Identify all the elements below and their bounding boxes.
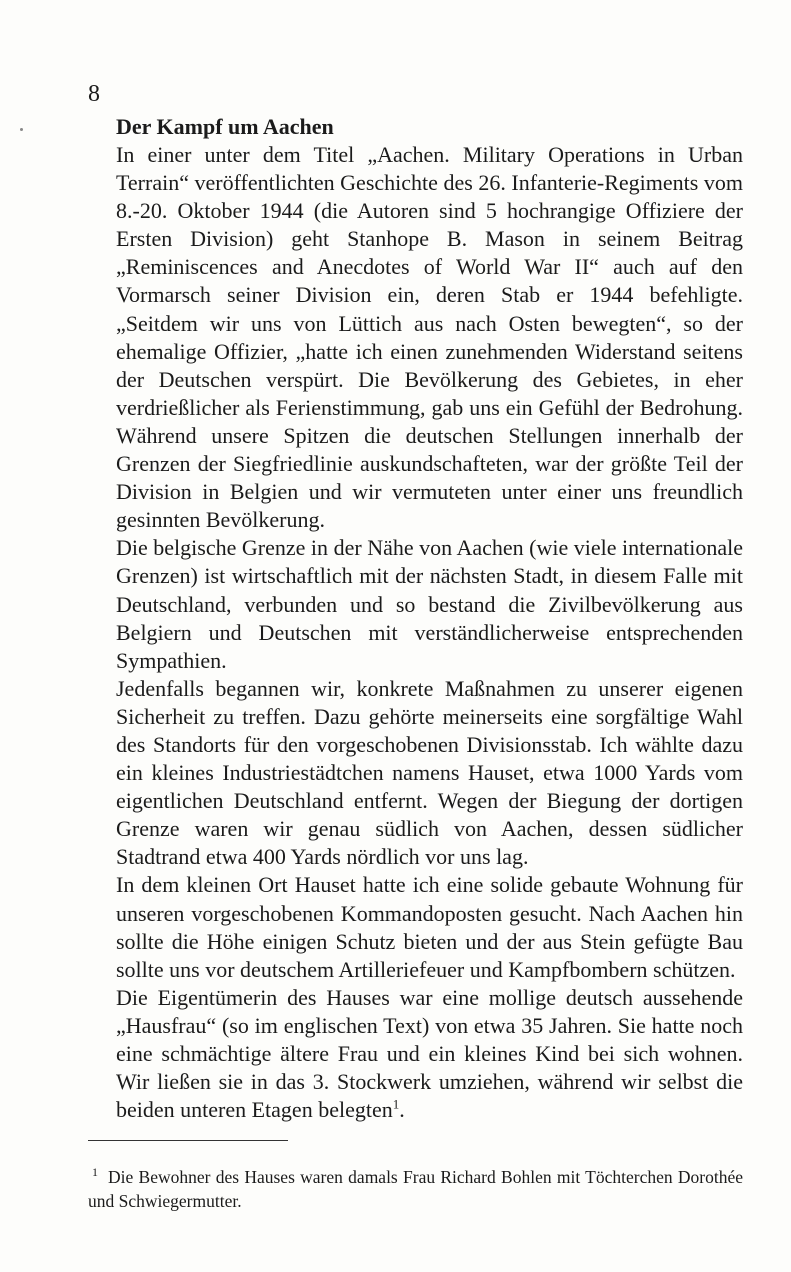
paragraph-3: Jedenfalls begannen wir, konkrete Maßnahmen zu unserer eigenen Sicherheit zu treffen. Dazu gehörte meinerseits eine sorgfältige Wahl des Standorts für den vorgeschobenen Divisionsstab. Ich wählte dazu ein kleines Industriestädtchen namens Hauset, etwa 1000 Yards vom eigentlichen Deutschland entfernt. Wegen der Biegung der dortigen Grenze waren wir genau südlich von Aachen, dessen südlicher Stadtrand etwa 400 Yards nördlich vor uns lag.	[116, 675, 743, 870]
paragraph-1: In einer unter dem Titel „Aachen. Military Operations in Urban Terrain“ veröffentlichten Geschichte des 26. Infanterie-Regiments vom 8.-20. Oktober 1944 (die Autoren sind 5 hochrangige Offiziere der Ersten Division) geht Stanhope B. Mason in seinem Beitrag „Reminiscences and Anecdotes of World War II“ auch auf den Vormarsch seiner Division ein, deren Stab er 1944 befehligte. „Seitdem wir uns von Lüttich aus nach Osten bewegten“, so der ehemalige Offizier, „hatte ich einen zunehmenden Widerstand seitens der Deutschen verspürt. Die Bevölkerung des Gebietes, in eher verdrießlicher als Ferienstimmung, gab uns ein Gefühl der Bedrohung. Während unsere Spitzen die deutschen Stellungen innerhalb der Grenzen der Siegfriedlinie auskundschafteten, war der größte Teil der Division in Belgien und wir vermuteten unter einer uns freundlich gesinnten Bevölkerung.	[116, 142, 743, 533]
paragraph-5-end: .	[399, 1097, 405, 1123]
footnote-reference: 1	[392, 1096, 400, 1112]
paragraph-4: In dem kleinen Ort Hauset hatte ich eine solide gebaute Wohnung für unseren vorgeschobenen Kommandoposten gesucht. Nach Aachen hin sollte die Höhe einigen Schutz bieten und der aus Stein gefügte Bau sollte uns vor deutschem Artilleriefeuer und Kampfbombern schützen.	[116, 872, 743, 982]
paragraph-5-text: Die Eigentümerin des Hauses war eine mollige deutsch aussehende „Hausfrau“ (so im englischen Text) von etwa 35 Jahren. Sie hatte noch eine schmächtige ältere Frau und ein kleines Kind bei sich wohnen. Wir ließen sie in das 3. Stockwerk umziehen, während wir selbst die beiden unteren Etagen belegten	[116, 984, 743, 1123]
footnote-text: Die Bewohner des Hauses waren damals Frau Richard Bohlen mit Töchterchen Dorothée und Schwiegermutter.	[88, 1167, 743, 1211]
page-number: 8	[88, 81, 100, 107]
footnote	[88, 1165, 743, 1213]
section-heading: Der Kampf um Aachen	[116, 114, 334, 139]
margin-speck	[20, 128, 23, 131]
body-text	[116, 113, 743, 1124]
footnote-divider	[88, 1140, 288, 1141]
paragraph-5	[116, 984, 743, 1124]
paragraph-2: Die belgische Grenze in der Nähe von Aachen (wie viele internationale Grenzen) ist wirtschaftlich mit der nächsten Stadt, in diesem Falle mit Deutschland, verbunden und so bestand die Zivilbevölkerung aus Belgiern und Deutschen mit verständlicherweise entsprechenden Sympathien.	[116, 535, 743, 673]
footnote-mark: 1	[92, 1165, 98, 1180]
